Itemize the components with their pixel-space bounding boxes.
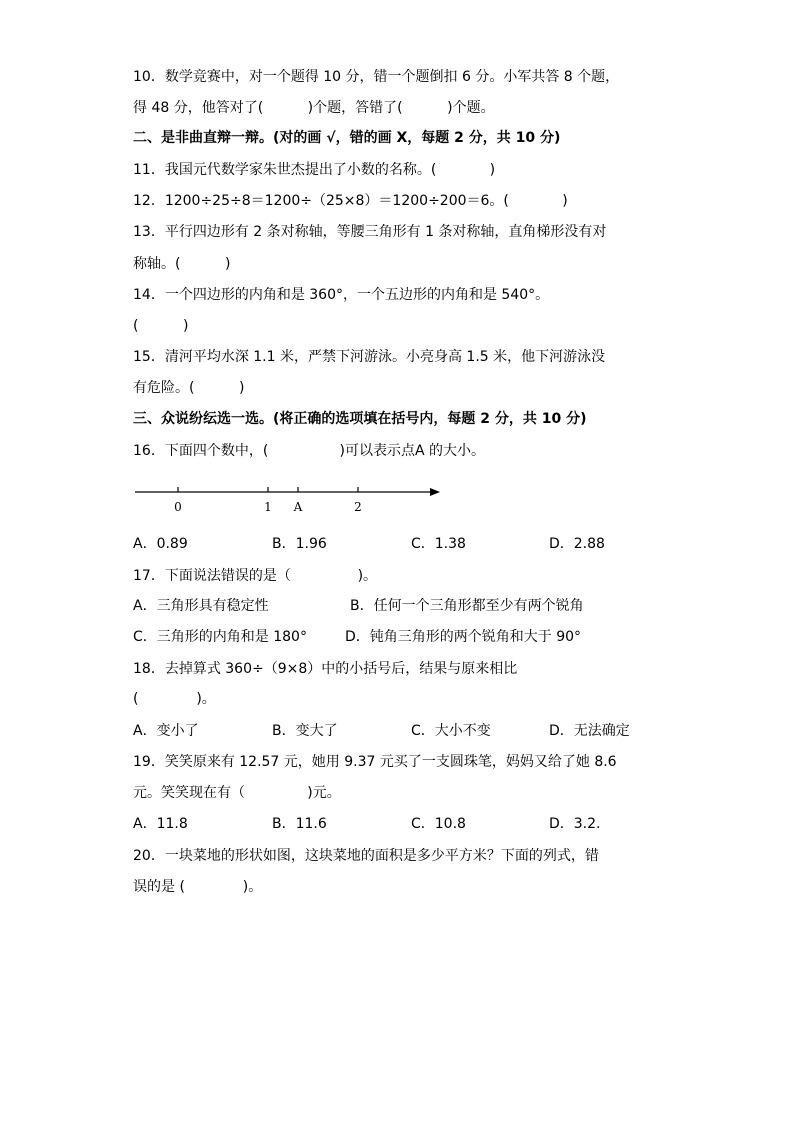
question-11: 11．我国元代数学家朱世杰提出了小数的名称。( ) [133, 162, 496, 178]
question-15-line-1: 15．清河平均水深 1.1 米，严禁下河游泳。小亮身高 1.5 米，他下河游泳没 [133, 349, 606, 365]
q17-option-d: D．钝角三角形的两个锐角和大于 90° [345, 629, 582, 645]
tick-label-1: 1 [264, 500, 272, 514]
question-14-line-2: ( ) [133, 318, 189, 334]
q18-option-a: A．变小了 [133, 723, 199, 739]
question-20-line-1: 20．一块菜地的形状如图，这块菜地的面积是多少平方米？下面的列式，错 [133, 848, 599, 864]
q18-option-b: B．变大了 [272, 723, 338, 739]
number-line-figure [128, 478, 448, 518]
question-14-line-1: 14．一个四边形的内角和是 360°，一个五边形的内角和是 540°。 [133, 287, 550, 303]
question-13-line-2: 称轴。( ) [133, 256, 231, 272]
q16-option-a: A．0.89 [133, 536, 188, 552]
q17-option-b: B．任何一个三角形都至少有两个锐角 [350, 598, 584, 614]
q18-option-d: D．无法确定 [549, 723, 630, 739]
q16-option-b: B．1.96 [272, 536, 327, 552]
question-19-line-1: 19．笑笑原来有 12.57 元，她用 9.37 元买了一支圆珠笔，妈妈又给了她 8.6 [133, 754, 617, 770]
tick-label-2: 2 [354, 500, 362, 514]
question-18-line-2: ( )。 [133, 691, 216, 707]
q16-option-d: D．2.88 [549, 536, 605, 552]
question-13-line-1: 13．平行四边形有 2 条对称轴，等腰三角形有 1 条对称轴，直角梯形没有对 [133, 224, 607, 240]
question-19-line-2: 元。笑笑现在有（ )元。 [133, 785, 341, 801]
tick-label-a: A [293, 500, 303, 514]
tick-label-0: 0 [174, 500, 182, 514]
question-18-line-1: 18．去掉算式 360÷（9×8）中的小括号后，结果与原来相比 [133, 661, 518, 677]
question-20-line-2: 误的是 ( )。 [133, 879, 263, 895]
q19-option-c: C．10.8 [411, 816, 466, 832]
q19-option-b: B．11.6 [272, 816, 327, 832]
question-16: 16．下面四个数中，( )可以表示点A 的大小。 [133, 443, 485, 459]
number-line-arrow-icon [430, 488, 440, 496]
q17-option-c: C．三角形的内角和是 180° [133, 629, 307, 645]
q18-option-c: C．大小不变 [411, 723, 491, 739]
question-15-line-2: 有危险。( ) [133, 380, 245, 396]
section-3-heading: 三、众说纷纭选一选。(将正确的选项填在括号内，每题 2 分，共 10 分) [133, 411, 587, 427]
q19-option-a: A．11.8 [133, 816, 188, 832]
section-2-heading: 二、是非曲直辩一辩。(对的画 √，错的画 X，每题 2 分，共 10 分) [133, 130, 561, 146]
q19-option-d: D．3.2. [549, 816, 601, 832]
q17-option-a: A．三角形具有稳定性 [133, 598, 269, 614]
question-17: 17．下面说法错误的是（ )。 [133, 568, 378, 584]
q16-option-c: C．1.38 [411, 536, 466, 552]
question-10-line-2: 得 48 分，他答对了( )个题，答错了( )个题。 [133, 100, 495, 116]
question-12: 12．1200÷25÷8＝1200÷（25×8）＝1200÷200＝6。( ) [133, 193, 568, 209]
question-10-line-1: 10．数学竞赛中，对一个题得 10 分，错一个题倒扣 6 分。小军共答 8 个题， [133, 69, 620, 85]
